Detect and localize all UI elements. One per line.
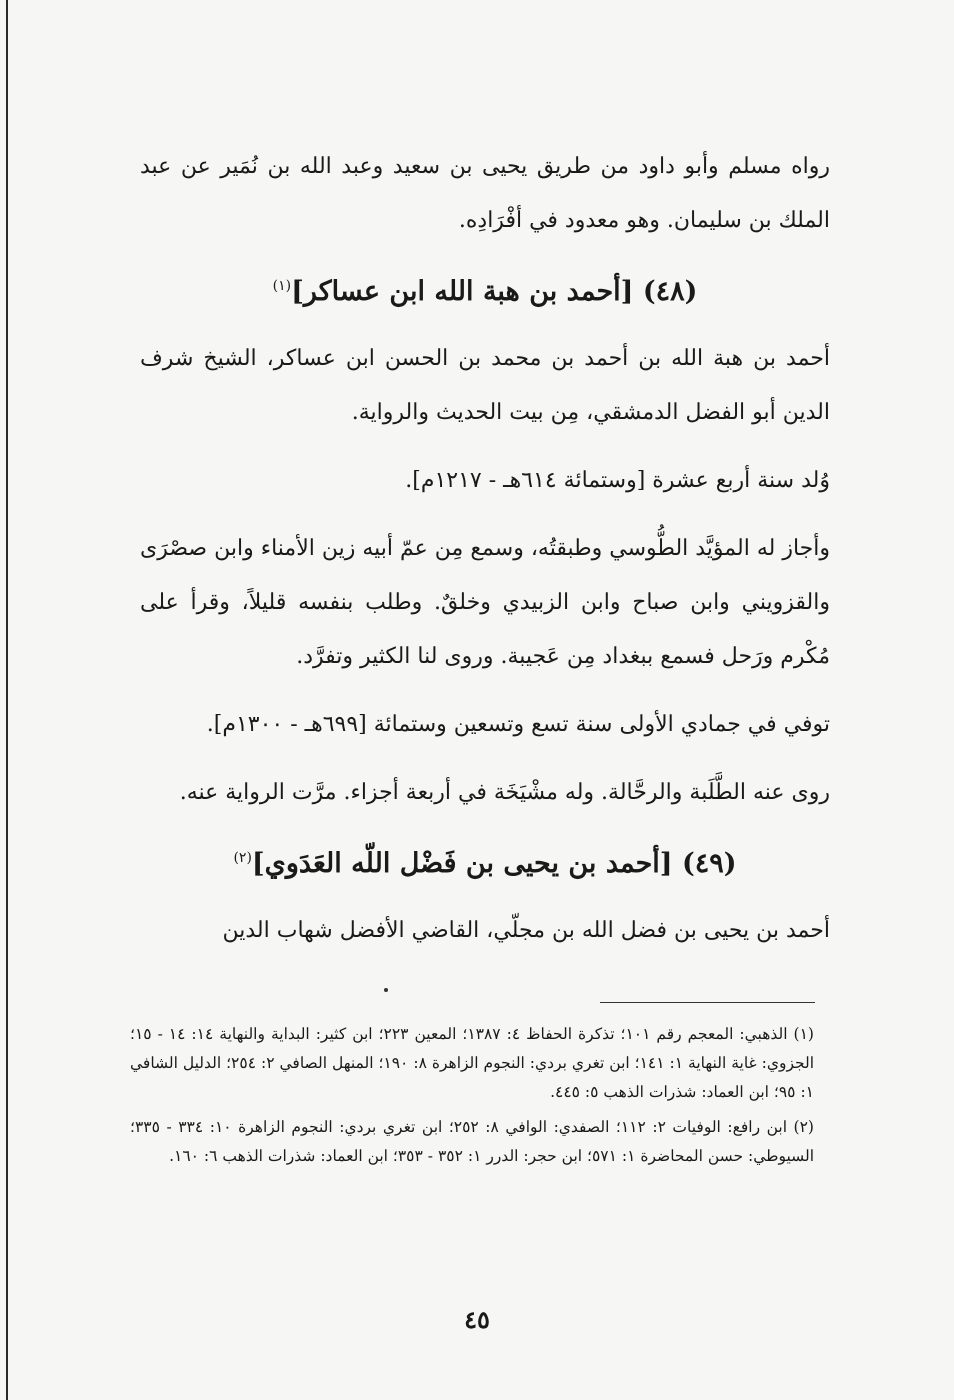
paragraph-riwaya: رواه مسلم وأبو داود من طريق يحيى بن سعيد وعبد الله بن نُمَير عن عبد الملك بن سليمان. وهو معدود في أفْرَادِه.	[140, 154, 830, 233]
entry-heading-49	[140, 834, 830, 888]
scan-edge-line	[6, 0, 8, 1400]
footnote-1: (١) الذهبي: المعجم رقم ١٠١؛ تذكرة الحفاظ ٤: ١٣٨٧؛ المعين ٢٢٣؛ ابن كثير: البداية والنهاية ١٤: ١٤ - ١٥؛ الجزوي: غاية النهاية ١: ١٤١؛ ابن تغري بردي: النجوم الزاهرة ٨: ١٩٠؛ المنهل الصافي ٢: ٢٥٤؛ الدليل الشافي ١: ٩٥؛ ابن العماد: شذرات الذهب ٥: ٤٤٥.	[130, 1025, 815, 1101]
paragraph-teachers-48: وأجاز له المؤيَّد الطُّوسي وطبقتُه، وسمع مِن عمّ أبيه زين الأمناء وابن صصْرَى والقزويني وابن صباح وابن الزبيدي وخلقٌ. وطلب بنفسه قليلاً، وقرأ على مُكْرم ورَحل فسمع ببغداد مِن عَجيبة. وروى لنا الكثير وتفرَّد.	[140, 536, 830, 669]
paragraph-bio-49: أحمد بن يحيى بن فضل الله بن مجلّي، القاضي الأفضل شهاب الدين	[222, 918, 830, 943]
entry-heading-49-text: (٤٩) [أحمد بن يحيى بن فَضْل اللّه العَدَوي]	[251, 848, 737, 879]
footnotes	[130, 1020, 814, 1177]
paragraph-students-48: روى عنه الطَّلَبة والرحَّالة. وله مشْيَخَة في أربعة أجزاء. مرَّت الرواية عنه.	[179, 780, 830, 805]
paragraph-bio-48: أحمد بن هبة الله بن أحمد بن محمد بن الحسن ابن عساكر، الشيخ شرف الدين أبو الفضل الدمشقي، مِن بيت الحديث والرواية.	[140, 346, 830, 425]
footnote-ref-2: (٢)	[233, 850, 252, 866]
footnote-2: (٢) ابن رافع: الوفيات ٢: ١١٢؛ الصفدي: الوافي ٨: ٢٥٢؛ ابن تغري بردي: النجوم الزاهرة ١٠: ٣٣٤ - ٣٣٥؛ السيوطي: حسن المحاضرة ١: ٥٧١؛ ابن حجر: الدرر ١: ٣٥٢ - ٣٥٣؛ ابن العماد: شذرات الذهب ٦: ١٦٠.	[130, 1118, 814, 1165]
stray-dot	[384, 988, 388, 992]
entry-heading-48	[140, 262, 830, 316]
paragraph-birth-48: وُلد سنة أربع عشرة [وستمائة ٦١٤هـ - ١٢١٧م].	[405, 468, 830, 493]
paragraph-death-48: توفي في جمادي الأولى سنة تسع وتسعين وستمائة [٦٩٩هـ - ١٣٠٠م].	[206, 712, 830, 737]
entry-heading-48-text: (٤٨) [أحمد بن هبة الله ابن عساكر]	[291, 276, 698, 307]
main-text	[140, 140, 830, 972]
footnote-separator	[600, 1002, 815, 1003]
page-number: ٤٥	[464, 1305, 490, 1334]
footnote-ref-1: (١)	[272, 278, 292, 294]
